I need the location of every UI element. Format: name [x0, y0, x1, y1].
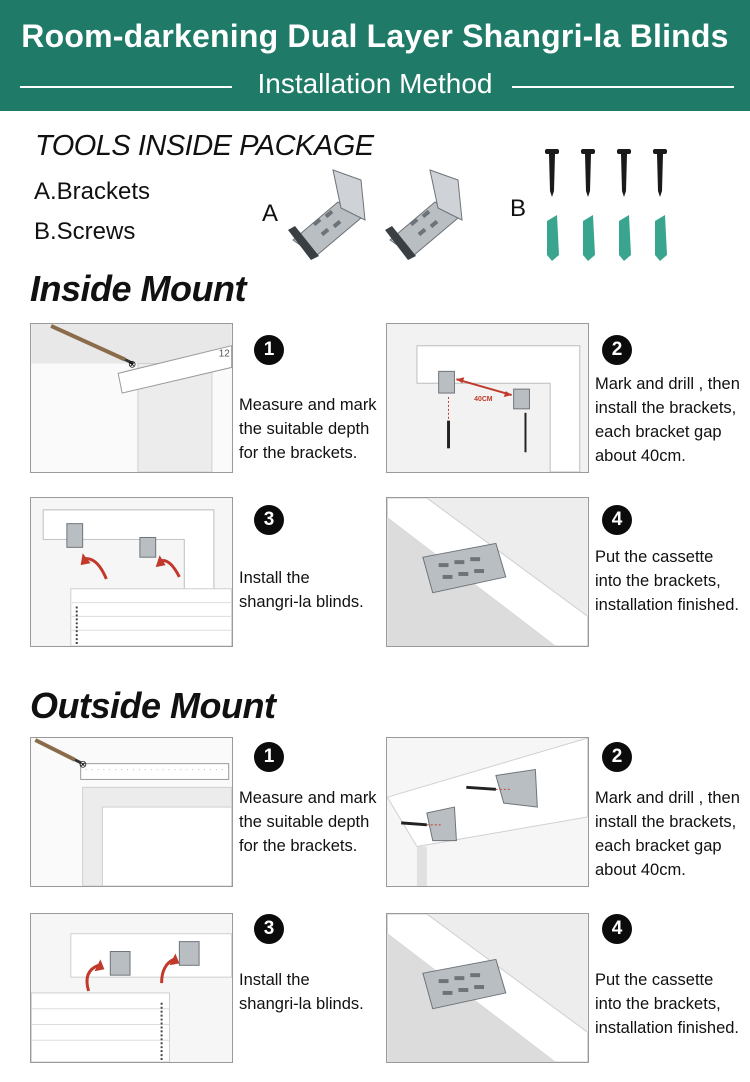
inside-step-2-number: 2: [602, 335, 632, 365]
inside-step-1-image: [30, 323, 233, 473]
inside-step-1-text: Measure and mark the suitable depth for the brackets.: [239, 396, 377, 462]
inside-step-4-number: 4: [602, 505, 632, 535]
svg-text:⊗: ⊗: [128, 359, 137, 371]
bracket-image-1: [283, 160, 378, 265]
outside-step-1-number: 1: [254, 742, 284, 772]
tool-label-a: A: [262, 200, 279, 227]
outside-step-2-number: 2: [602, 742, 632, 772]
bracket-image-2: [380, 160, 475, 265]
header-divider-right: [512, 86, 734, 88]
inside-step-3-text: Install the shangri-la blinds.: [239, 569, 364, 611]
outside-step-1-image: [30, 737, 233, 887]
outside-mount-title: Outside Mount: [30, 685, 276, 726]
page-subtitle: Installation Method: [257, 68, 493, 99]
inside-mount-title: Inside Mount: [30, 268, 246, 309]
inside-step-2-image: [386, 323, 589, 473]
outside-step-4-number: 4: [602, 914, 632, 944]
tool-label-b: B: [510, 195, 527, 222]
header-banner: [0, 0, 750, 111]
inside-step-3-image: [30, 497, 233, 647]
tools-item-brackets: A.Brackets: [34, 178, 151, 205]
screws-image: [535, 143, 685, 268]
tools-title: TOOLS INSIDE PACKAGE: [35, 130, 374, 162]
outside-step-4-image: [386, 913, 589, 1063]
page-title: Room-darkening Dual Layer Shangri-la Blinds: [21, 18, 729, 54]
tools-item-screws: B.Screws: [34, 218, 136, 245]
inside-step-3-number: 3: [254, 505, 284, 535]
ruler-mark: 12: [218, 348, 230, 360]
inside-step-4-text: Put the cassette into the brackets, installation finished.: [595, 548, 740, 614]
svg-text:⊗: ⊗: [78, 759, 87, 771]
inside-step-4-image: [386, 497, 589, 647]
outside-step-4-text: Put the cassette into the brackets, installation finished.: [595, 971, 740, 1037]
outside-step-3-image: [30, 913, 233, 1063]
inside-step-2-text: Mark and drill , then install the brackets, each bracket gap about 40cm.: [595, 375, 740, 465]
outside-step-2-text: Mark and drill , then install the brackets, each bracket gap about 40cm.: [595, 789, 740, 879]
outside-step-2-image: [386, 737, 589, 887]
outside-step-3-text: Install the shangri-la blinds.: [239, 971, 364, 1013]
outside-step-3-number: 3: [254, 914, 284, 944]
outside-step-1-text: Measure and mark the suitable depth for the brackets.: [239, 789, 377, 855]
inside-step-1-number: 1: [254, 335, 284, 365]
gap-label: 40CM: [474, 395, 493, 403]
